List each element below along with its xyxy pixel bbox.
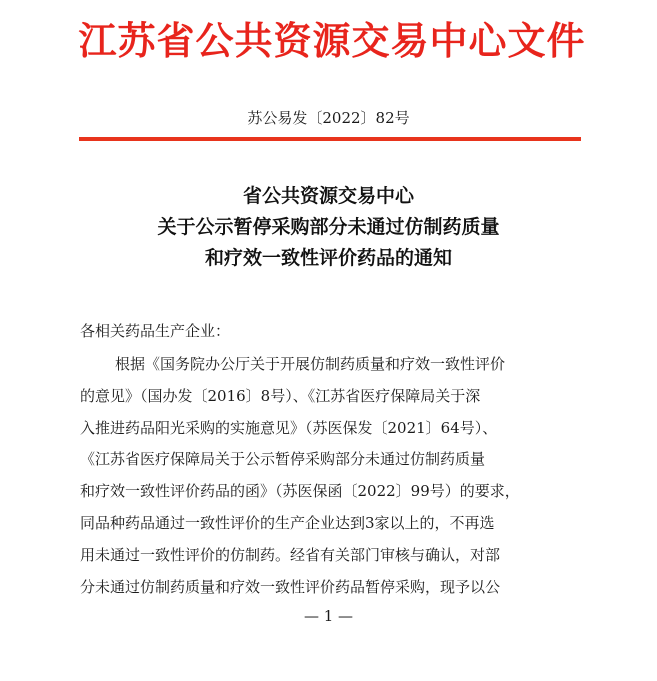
title-line-1: 省公共资源交易中心 (242, 185, 414, 207)
body-line: 同品种药品通过一致性评价的生产企业达到3家以上的，不再选 (80, 513, 495, 532)
body-line: 《江苏省医疗保障局关于公示暂停采购部分未通过仿制药质量 (80, 450, 486, 469)
title-line-2: 关于公示暂停采购部分未通过仿制药质量 (157, 216, 500, 238)
issuer-header: 江苏省公共资源交易中心文件 (78, 19, 586, 63)
page-number: — 1 — (303, 607, 354, 625)
body-line: 和疗效一致性评价药品的函》（苏医保函〔2022〕99号）的要求， (80, 482, 520, 501)
document-number: 苏公易发〔2022〕82号 (247, 109, 410, 127)
title-line-3: 和疗效一致性评价药品的通知 (204, 247, 452, 269)
salutation: 各相关药品生产企业： (80, 322, 231, 340)
body-line: 分未通过仿制药质量和疗效一致性评价药品暂停采购，现予以公 (80, 577, 501, 596)
red-separator-line (79, 137, 581, 141)
notice-title (0, 181, 657, 274)
body-line: 的意见》（国办发〔2016〕8号）、《江苏省医疗保障局关于深 (80, 386, 481, 405)
body-line: 用未通过一致性评价的仿制药。经省有关部门审核与确认，对部 (80, 545, 501, 564)
body-paragraph (80, 349, 600, 603)
body-line: 入推进药品阳光采购的实施意见》（苏医保发〔2021〕64号）、 (80, 418, 498, 437)
body-line: 根据《国务院办公厅关于开展仿制药质量和疗效一致性评价 (115, 355, 506, 373)
